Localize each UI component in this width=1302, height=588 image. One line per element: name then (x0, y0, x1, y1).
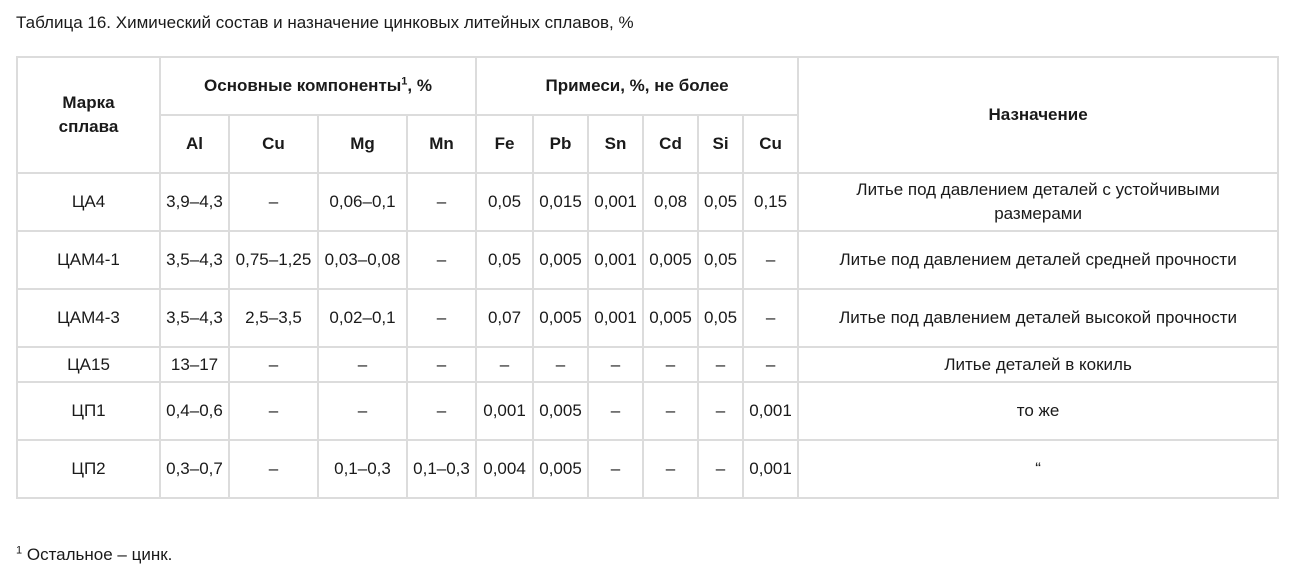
purpose-cell: Литье под давлением деталей средней прочности (798, 231, 1278, 289)
footnote-marker: 1 (401, 75, 408, 88)
impurity-cell: 0,004 (476, 440, 533, 498)
impurity-cell: – (698, 382, 743, 440)
main-component-cell: – (407, 173, 476, 231)
impurity-cell: 0,005 (533, 440, 588, 498)
impurity-cell: – (743, 347, 798, 382)
main-component-cell: – (229, 382, 318, 440)
footnote-sup: 1 (16, 544, 23, 557)
main-component-cell: 0,1–0,3 (318, 440, 407, 498)
main-component-cell: – (229, 173, 318, 231)
impurity-cell: 0,001 (476, 382, 533, 440)
impurity-cell: 0,015 (533, 173, 588, 231)
main-component-cell: – (407, 289, 476, 347)
impurity-cell: – (698, 440, 743, 498)
main-component-cell: 0,75–1,25 (229, 231, 318, 289)
table-row (17, 231, 1278, 289)
main-component-cell: 3,9–4,3 (160, 173, 229, 231)
impurity-cell: 0,05 (476, 231, 533, 289)
grade-header: Марка сплава (17, 57, 160, 173)
impurity-cell: 0,001 (588, 289, 643, 347)
impurity-cell: – (643, 347, 698, 382)
main-component-cell: 2,5–3,5 (229, 289, 318, 347)
main-component-cell: – (229, 347, 318, 382)
table-row (17, 173, 1278, 231)
impurity-cell: 0,001 (743, 382, 798, 440)
table-row (17, 289, 1278, 347)
main-component-cell: 3,5–4,3 (160, 289, 229, 347)
footnote (16, 544, 172, 566)
impurity-cell: 0,005 (533, 231, 588, 289)
main-component-cell: – (407, 231, 476, 289)
purpose-cell: Литье деталей в кокиль (798, 347, 1278, 382)
impurity-cell: 0,005 (643, 231, 698, 289)
purpose-cell: то же (798, 382, 1278, 440)
main-component-cell: 0,02–0,1 (318, 289, 407, 347)
alloy-composition-table (16, 56, 1279, 499)
impurity-cell: 0,05 (476, 173, 533, 231)
main-column-header: Cu (229, 115, 318, 173)
grade-cell: ЦА15 (17, 347, 160, 382)
purpose-cell: “ (798, 440, 1278, 498)
impurity-cell: – (588, 440, 643, 498)
grade-cell: ЦА4 (17, 173, 160, 231)
impurity-cell: 0,15 (743, 173, 798, 231)
impurity-column-header: Cu (743, 115, 798, 173)
main-component-cell: – (407, 382, 476, 440)
main-component-cell: 3,5–4,3 (160, 231, 229, 289)
impurities-header: Примеси, %, не более (476, 57, 798, 115)
main-column-header: Al (160, 115, 229, 173)
impurity-cell: 0,001 (588, 173, 643, 231)
main-component-cell: 0,3–0,7 (160, 440, 229, 498)
impurity-cell: 0,05 (698, 289, 743, 347)
impurity-cell: – (743, 231, 798, 289)
main-component-cell: – (407, 347, 476, 382)
grade-cell: ЦАМ4-3 (17, 289, 160, 347)
main-component-cell: – (318, 347, 407, 382)
impurity-cell: 0,05 (698, 173, 743, 231)
impurity-cell: 0,08 (643, 173, 698, 231)
grade-cell: ЦАМ4-1 (17, 231, 160, 289)
impurity-cell: 0,005 (533, 289, 588, 347)
grade-cell: ЦП1 (17, 382, 160, 440)
impurity-cell: – (698, 347, 743, 382)
purpose-header: Назначение (798, 57, 1278, 173)
main-column-header: Mg (318, 115, 407, 173)
impurity-cell: 0,07 (476, 289, 533, 347)
main-component-cell: 0,03–0,08 (318, 231, 407, 289)
impurity-cell: – (476, 347, 533, 382)
impurity-cell: – (743, 289, 798, 347)
impurity-column-header: Sn (588, 115, 643, 173)
main-component-cell: 0,1–0,3 (407, 440, 476, 498)
table-row (17, 382, 1278, 440)
grade-cell: ЦП2 (17, 440, 160, 498)
impurity-column-header: Cd (643, 115, 698, 173)
main-component-cell: 13–17 (160, 347, 229, 382)
impurity-cell: 0,005 (533, 382, 588, 440)
main-component-cell: 0,4–0,6 (160, 382, 229, 440)
purpose-cell: Литье под давлением деталей высокой прочности (798, 289, 1278, 347)
table-row (17, 347, 1278, 382)
impurity-cell: – (588, 347, 643, 382)
impurity-column-header: Fe (476, 115, 533, 173)
table-row (17, 440, 1278, 498)
footnote-text: Остальное – цинк. (22, 545, 173, 564)
impurity-column-header: Si (698, 115, 743, 173)
main-component-cell: – (318, 382, 407, 440)
impurity-cell: 0,001 (743, 440, 798, 498)
impurity-cell: 0,001 (588, 231, 643, 289)
impurity-cell: 0,05 (698, 231, 743, 289)
purpose-cell: Литье под давлением деталей с устойчивыми размерами (798, 173, 1278, 231)
impurity-cell: – (643, 382, 698, 440)
main-column-header: Mn (407, 115, 476, 173)
impurity-cell: – (533, 347, 588, 382)
impurity-column-header: Pb (533, 115, 588, 173)
main-component-cell: 0,06–0,1 (318, 173, 407, 231)
table-caption: Таблица 16. Химический состав и назначение цинковых литейных сплавов, % (16, 13, 634, 32)
impurity-cell: – (643, 440, 698, 498)
impurity-cell: 0,005 (643, 289, 698, 347)
main-component-cell: – (229, 440, 318, 498)
main-components-header: Основные компоненты$^1$, % (160, 57, 476, 115)
impurity-cell: – (588, 382, 643, 440)
